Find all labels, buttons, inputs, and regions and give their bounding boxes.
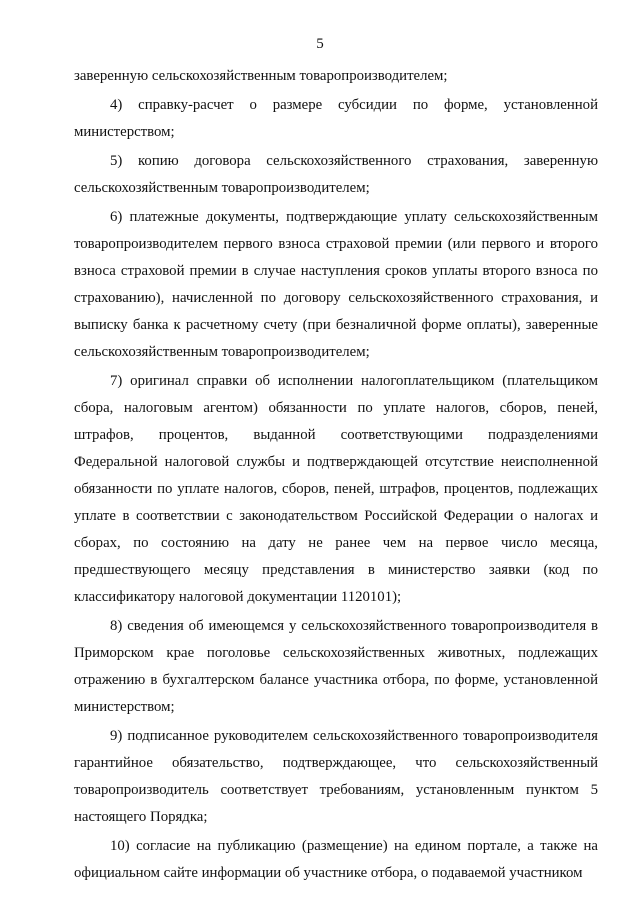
list-item-5: 5) копию договора сельскохозяйственного страхования, заверенную сельскохозяйственным товаропроизводителем; (74, 153, 598, 196)
list-item-9: 9) подписанное руководителем сельскохозяйственного товаропроизводителя гарантийное обязательство, подтверждающее, что сельскохозяйственный товаропроизводитель соответствует требованиям, установленным пунктом 5 настоящего Порядка; (74, 728, 598, 825)
document-body (74, 63, 598, 889)
list-item-7: 7) оригинал справки об исполнении налогоплательщиком (плательщиком сбора, налоговым агентом) обязанности по уплате налогов, сборов, пеней, штрафов, процентов, выданной соответствующими подразделениями Федеральной налоговой службы и подтверждающей отсутствие неисполненной обязанности по уплате налогов, сборов, пеней, штрафов, процентов, подлежащих уплате в соответствии с законодательством Российской Федерации о налогах и сборах, по состоянию на дату не ранее чем на первое число месяца, предшествующего месяцу представления в министерство заявки (код по классификатору налоговой документации 1120101); (74, 373, 598, 605)
list-item-10: 10) согласие на публикацию (размещение) на едином портале, а также на официальном сайте информации об участнике отбора, о подаваемой участником (74, 838, 598, 881)
list-item-4: 4) справку-расчет о размере субсидии по форме, установленной министерством; (74, 97, 598, 140)
page-number: 5 (316, 36, 324, 52)
list-item-6: 6) платежные документы, подтверждающие уплату сельскохозяйственным товаропроизводителем первого взноса страховой премии (или первого и второго взноса страховой премии в случае наступления сроков уплаты второго взноса по страхованию), начисленной по договору сельскохозяйственного страхования, и выписку банка к расчетному счету (при безналичной форме оплаты), заверенные сельскохозяйственным товаропроизводителем; (74, 209, 598, 360)
paragraph-continuation: заверенную сельскохозяйственным товаропроизводителем; (74, 68, 448, 84)
list-item-8: 8) сведения об имеющемся у сельскохозяйственного товаропроизводителя в Приморском крае поголовье сельскохозяйственных животных, подлежащих отражению в бухгалтерском балансе участника отбора, по форме, установленной министерством; (74, 618, 598, 715)
